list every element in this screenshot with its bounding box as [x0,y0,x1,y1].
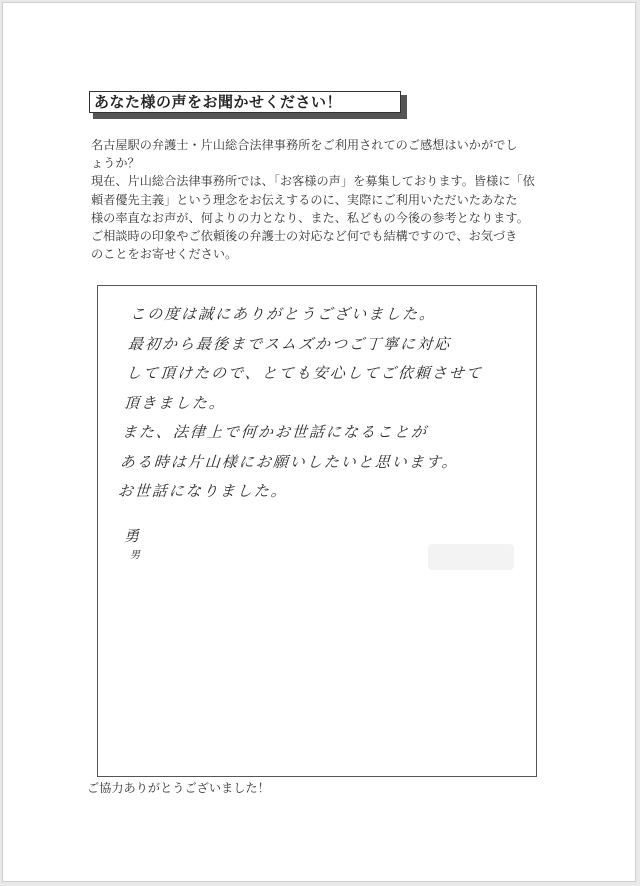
intro-line: 現在、片山総合法律事務所では、「お客様の声」を募集しております。皆様に「依 [91,174,535,189]
intro-text [91,136,561,263]
thanks-text: ご協力ありがとうございました！ [87,781,270,795]
intro-line: 頼者優先主義」という理念をお伝えするのに、実際にご利用いただいたあなた [91,192,518,207]
handwritten-comment [117,300,531,507]
comment-line: この度は誠にありがとうございました。 [129,305,437,323]
signature-main: 勇 [124,527,140,545]
intro-line: 様の率直なお声が、何よりの力となり、また、私どもの今後の参考となります。 [91,210,529,225]
intro-line: 名古屋駅の弁護士・片山総合法律事務所をご利用されてのご感想はいかがでし [91,138,518,152]
intro-line: のことをお寄せください。 [91,247,238,262]
comment-box [97,285,537,777]
comment-line: また、法律上で何かお世話になることが [121,423,429,441]
signature-sub: 男 [130,550,140,561]
comment-line: お世話になりました。 [117,482,289,500]
signature [124,526,140,566]
questionnaire-sheet [2,2,636,882]
comment-line: して頂けたので、とても安心してご依頼させて [125,364,484,382]
intro-line: ょうか？ [91,156,140,171]
header-banner [89,91,407,119]
intro-line: ご相談時の印象やご依頼後の弁護士の対応など何でも結構ですので、お気づき [91,229,518,244]
comment-line: ある時は片山様にお願いしたいと思います。 [119,452,460,471]
comment-line: 頂きました。 [123,393,227,412]
page-title: あなた様の声をお聞かせください！ [89,91,401,113]
comment-line: 最初から最後までスムズかつご丁寧に対応 [127,334,452,353]
scan-smudge [428,544,514,570]
